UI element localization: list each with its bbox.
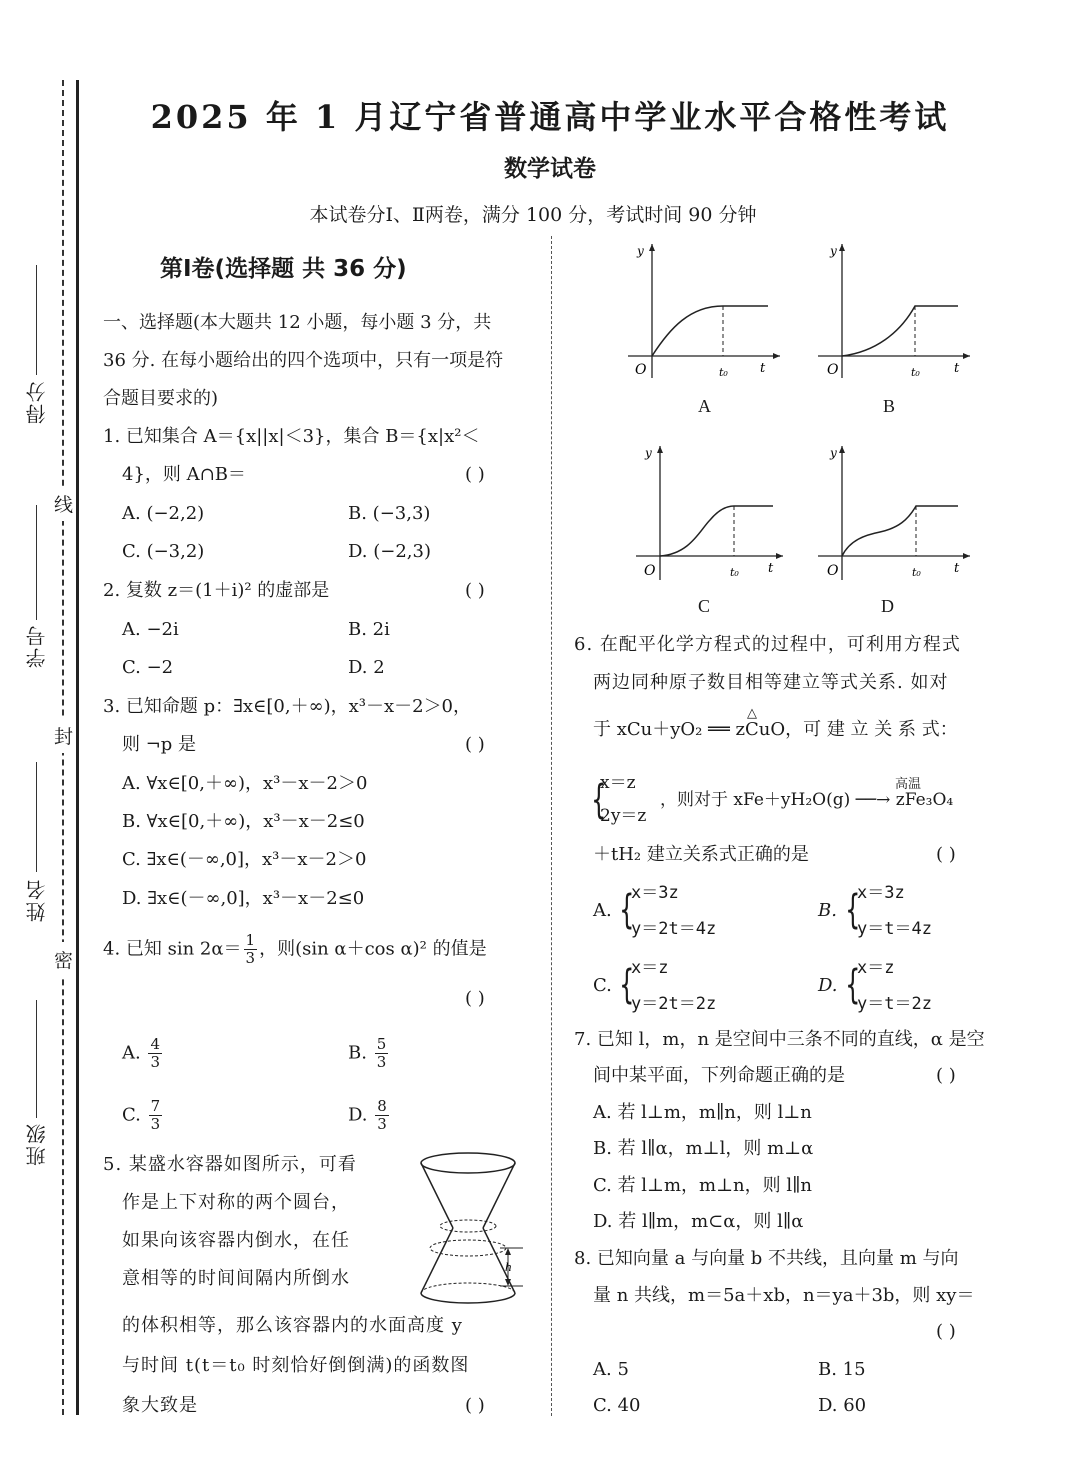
graph-a-label: A [698,396,711,416]
fraction [375,1036,389,1071]
axis-t0-label: t₀ [730,566,739,579]
denominator: 3 [150,1053,161,1071]
q6-option-b-l2: y＝t＝4z [857,919,932,939]
container-figure [408,1148,533,1308]
q6-sys-line2: 2y＝z [600,806,647,826]
q7-stem: 间中某平面，下列命题正确的是 [593,1065,845,1086]
answer-paren: ( ) [465,734,485,755]
q6-sys-line1: x＝z [600,773,636,793]
q3-stem: 3. 已知命题 p：∃x∈[0,＋∞)，x³－x－2＞0， [103,696,472,717]
q6-option-d-l1: x＝z [857,958,895,978]
axis-t-label: t [954,361,960,376]
q6-stem: 两边同种原子数目相等建立等式关系. 如对 [593,672,949,693]
q5-stem: 5. 某盛水容器如图所示，可看 [103,1154,357,1175]
section-intro-line: 36 分. 在每小题给出的四个选项中，只有一项是符 [103,350,504,371]
numerator: 7 [150,1097,161,1115]
axis-t0-label: t₀ [912,566,921,579]
brace: { [845,962,861,1008]
section-intro-line: 合题目要求的) [103,388,219,409]
q8-stem: 量 n 共线，m＝5a＋xb，n＝ya＋3b，则 xy＝ [593,1285,975,1306]
option-label: C. [122,1104,141,1126]
q4-stem-post: ，则(sin α＋cos α)² 的值是 [259,938,487,960]
id-rule [36,505,37,620]
q6-option-a-label: A. [593,900,612,921]
axis-t-label: t [954,561,960,576]
q4-stem [103,932,487,967]
q7-option-b: B. 若 l∥α，m⊥l，则 m⊥α [593,1138,814,1159]
q1-option-a: A. (−2,2) [122,503,205,524]
brace: { [845,887,861,933]
q5-stem: 与时间 t(t＝t₀ 时刻恰好倒倒满)的函数图 [122,1355,470,1376]
denominator: 3 [376,1053,387,1071]
q2-stem: 2. 复数 z＝(1＋i)² 的虚部是 [103,580,330,601]
q8-option-d: D. 60 [818,1395,867,1416]
q1-option-b: B. (−3,3) [348,503,431,524]
numerator: 4 [150,1035,161,1053]
q6-option-b-l1: x＝3z [857,883,905,903]
axis-y-label: y [830,244,837,258]
q6-stem-tail: ＋tH₂ 建立关系式正确的是 [593,844,809,865]
q8-stem: 8. 已知向量 a 与向量 b 不共线，且向量 m 与向 [574,1248,959,1269]
fraction [149,1098,163,1133]
q5-stem: 意相等的时间间隔内所倒水 [122,1268,350,1289]
q8-option-a: A. 5 [593,1359,629,1380]
fraction [244,932,258,967]
seal-char-seal: 封 [54,718,73,753]
q1-option-c: C. (−3,2) [122,541,205,562]
heat-symbol: △ [747,706,757,721]
q7-option-c: C. 若 l⊥m，m⊥n，则 l∥n [593,1175,813,1196]
q3-option-a: A. ∀x∈[0,＋∞)，x³－x－2＞0 [122,773,368,794]
q5-stem: 的体积相等，那么该容器内的水面高度 y [122,1315,463,1336]
graph-d [810,440,980,585]
axis-t-label: t [760,361,766,376]
numerator: 8 [377,1097,387,1115]
section-title: 第Ⅰ卷(选择题 共 36 分) [160,256,407,282]
axis-origin-label: O [827,563,839,579]
q4-option-b [348,1036,390,1071]
q2-option-b: B. 2i [348,619,390,640]
q4-option-d [348,1098,391,1133]
class-rule [36,1000,37,1118]
q3-option-b: B. ∀x∈[0,＋∞)，x³－x－2≤0 [122,811,365,832]
q1-option-d: D. (−2,3) [348,541,431,562]
q6-option-d-l2: y＝t＝2z [857,994,932,1014]
section-intro-line: 一、选择题(本大题共 12 小题，每小题 3 分，共 [103,312,492,333]
q8-option-c: C. 40 [593,1395,641,1416]
q4-option-c [122,1098,164,1133]
q2-option-c: C. −2 [122,657,174,678]
q6-option-c-label: C. [593,975,612,996]
numerator: 5 [376,1035,387,1053]
q6-option-a-l1: x＝3z [631,883,679,903]
exam-title: 2025 年 1 月辽宁省普通高中学业水平合格性考试 [150,98,950,136]
q3-option-c: C. ∃x∈(－∞,0]，x³－x－2＞0 [122,849,367,870]
axis-t-label: t [768,561,774,576]
column-divider [551,236,552,1416]
denominator: 3 [377,1115,387,1133]
side-label-id: 学号 [25,624,49,668]
axis-t0-label: t₀ [911,366,920,379]
axis-y-label: y [645,446,652,460]
q7-option-d: D. 若 l∥m，m⊂α，则 l∥α [593,1211,804,1232]
graph-c [628,440,798,585]
axis-origin-label: O [827,362,839,378]
axis-y-label: y [637,244,644,258]
q6-option-b-label: B. [818,900,837,921]
q1-stem: 4}，则 A∩B＝ [122,464,246,485]
graph-a [620,238,790,383]
axis-t0-label: t₀ [719,366,728,379]
answer-paren: ( ) [465,988,485,1009]
option-label: A. [122,1042,141,1064]
denominator: 3 [150,1115,161,1133]
brace: { [591,777,607,823]
height-label: h [505,1259,512,1274]
graph-b-label: B [883,396,896,416]
q2-option-a: A. −2i [122,619,179,640]
q2-option-d: D. 2 [348,657,385,678]
option-label: D. [348,1104,368,1126]
q3-option-d: D. ∃x∈(－∞,0]，x³－x－2≤0 [122,888,365,909]
q5-stem: 象大致是 [122,1395,198,1416]
q5-stem: 作是上下对称的两个圆台， [122,1192,350,1213]
seal-char-line: 线 [54,486,73,521]
answer-paren: ( ) [465,580,485,601]
answer-paren: ( ) [936,844,956,865]
q4-stem-pre: 4. 已知 sin 2α＝ [103,938,242,960]
axis-origin-label: O [635,362,647,378]
side-label-name: 姓名 [25,878,49,922]
q8-option-b: B. 15 [818,1359,866,1380]
brace: { [619,962,635,1008]
fraction [148,1036,162,1071]
high-temp-label: 高温 [895,777,922,792]
q6-option-c-l1: x＝z [631,958,669,978]
q5-stem: 如果向该容器内倒水，在任 [122,1230,350,1251]
graph-d-label: D [881,596,894,616]
numerator: 1 [245,931,256,949]
q3-stem: 则 ¬p 是 [122,734,197,755]
q7-stem: 7. 已知 l，m，n 是空间中三条不同的直线，α 是空 [574,1029,985,1050]
q7-option-a: A. 若 l⊥m，m∥n，则 l⊥n [593,1102,812,1123]
option-label: B. [348,1042,367,1064]
q4-option-a [122,1036,164,1071]
name-rule [36,762,37,872]
fraction [375,1098,389,1133]
axis-origin-label: O [644,563,656,579]
q1-stem: 1. 已知集合 A＝{x||x|＜3}，集合 B＝{x|x²＜ [103,426,480,447]
score-rule [36,265,37,375]
answer-paren: ( ) [465,1395,485,1416]
answer-paren: ( ) [465,464,485,485]
answer-paren: ( ) [936,1321,956,1342]
q6-option-d-label: D. [818,975,838,996]
denominator: 3 [245,949,256,967]
axis-y-label: y [830,446,837,460]
q6-stem-mid: ，则对于 xFe＋yH₂O(g) ──→ zFe₃O₄ [660,790,954,810]
seal-char-secret: 密 [54,942,73,977]
brace: { [619,887,635,933]
graph-b [810,238,980,383]
side-label-class: 班级 [25,1122,49,1166]
binding-line [76,80,79,1415]
q6-stem: 6. 在配平化学方程式的过程中，可利用方程式 [574,634,961,655]
exam-info: 本试卷分Ⅰ、Ⅱ两卷，满分 100 分，考试时间 90 分钟 [309,204,757,226]
answer-paren: ( ) [936,1065,956,1086]
q6-option-c-l2: y＝2t＝2z [631,994,717,1014]
graph-c-label: C [698,596,711,616]
exam-subtitle: 数学试卷 [504,156,596,182]
side-label-score: 得分 [25,380,49,424]
q6-option-a-l2: y＝2t＝4z [631,919,717,939]
q6-stem: 于 xCu＋yO₂ ══ zCuO，可 建 立 关 系 式： [593,719,958,740]
